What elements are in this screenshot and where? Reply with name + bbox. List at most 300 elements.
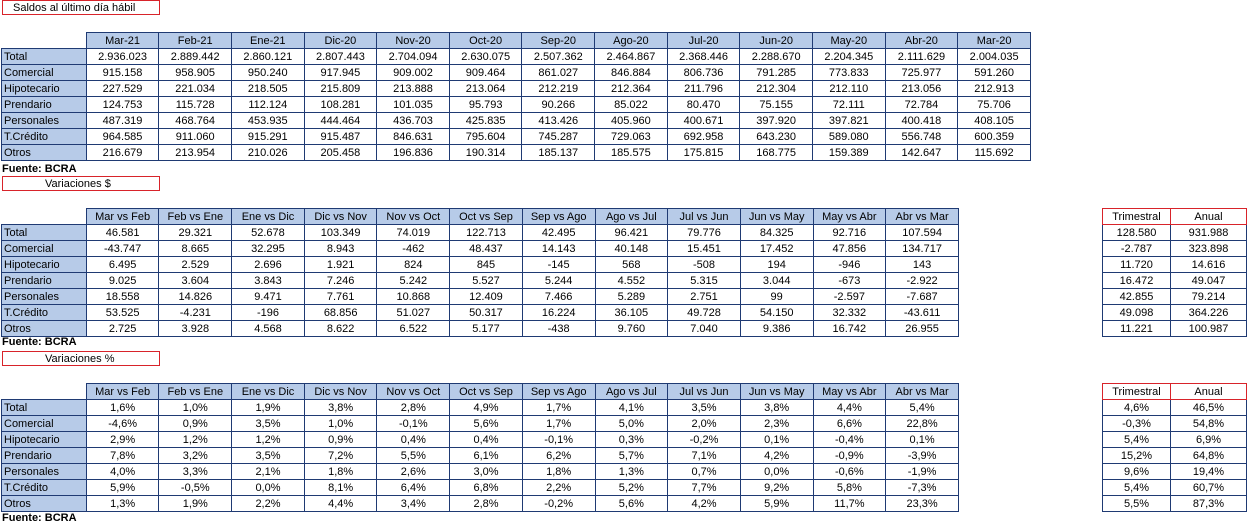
- section1-title: Saldos al último día hábil: [2, 0, 160, 15]
- table-cell: 0,1%: [886, 432, 959, 448]
- table-cell: 0,0%: [232, 480, 305, 496]
- table-cell: 2.704.094: [377, 49, 450, 65]
- table-cell: 1,0%: [304, 416, 377, 432]
- table-row: [2, 496, 959, 512]
- table-cell: -0,2%: [522, 496, 595, 512]
- summary-cell: 54,8%: [1171, 416, 1247, 432]
- table-cell: 15.451: [668, 241, 741, 257]
- row-label: Hipotecario: [2, 81, 87, 97]
- column-header: Sep vs Ago: [522, 384, 595, 400]
- variaciones-porcentaje-table: [1, 383, 959, 512]
- table-row: [1103, 432, 1247, 448]
- column-header: Jun-20: [740, 33, 813, 49]
- summary-header: Trimestral: [1103, 384, 1171, 400]
- column-header: Oct vs Sep: [450, 384, 523, 400]
- table-cell: 5,9%: [86, 480, 159, 496]
- table-cell: 3,3%: [159, 464, 232, 480]
- table-cell: -0,5%: [159, 480, 232, 496]
- table-row: [1103, 416, 1247, 432]
- table-cell: 861.027: [522, 65, 595, 81]
- column-header: Sep-20: [522, 33, 595, 49]
- table-cell: -462: [377, 241, 450, 257]
- table-row: [2, 448, 959, 464]
- table-cell: 212.110: [812, 81, 885, 97]
- table-cell: -3,9%: [886, 448, 959, 464]
- table-row: [1103, 273, 1247, 289]
- summary-cell: 364.226: [1171, 305, 1247, 321]
- corner-cell: [2, 384, 87, 400]
- summary-cell: 5,4%: [1103, 480, 1171, 496]
- summary-cell: 46,5%: [1171, 400, 1247, 416]
- table-cell: 2,8%: [377, 400, 450, 416]
- table-cell: 5,6%: [595, 496, 668, 512]
- row-label: Hipotecario: [2, 257, 87, 273]
- saldos-table: [1, 32, 1031, 161]
- table-cell: 103.349: [304, 225, 377, 241]
- table-cell: 8,1%: [304, 480, 377, 496]
- table-cell: 1,8%: [522, 464, 595, 480]
- table-row: [2, 480, 959, 496]
- table-cell: 3,4%: [377, 496, 450, 512]
- table-cell: 12.409: [450, 289, 523, 305]
- table-cell: 824: [377, 257, 450, 273]
- table-row: [2, 305, 959, 321]
- table-cell: 196.836: [377, 145, 450, 161]
- row-label: Hipotecario: [2, 432, 87, 448]
- table-cell: 591.260: [958, 65, 1031, 81]
- table-row: [2, 289, 959, 305]
- table-cell: -2.922: [886, 273, 959, 289]
- table-cell: 0,3%: [595, 432, 668, 448]
- table-cell: 5,9%: [740, 496, 813, 512]
- table-cell: 5,8%: [813, 480, 886, 496]
- table-cell: 159.389: [812, 145, 885, 161]
- column-header: Dic-20: [304, 33, 377, 49]
- table-cell: 7,2%: [304, 448, 377, 464]
- table-cell: 115.692: [958, 145, 1031, 161]
- column-header: Jun vs May: [740, 384, 813, 400]
- table-cell: 185.137: [522, 145, 595, 161]
- table-cell: 3,8%: [304, 400, 377, 416]
- table-cell: 2.111.629: [885, 49, 958, 65]
- table-cell: 4.568: [232, 321, 305, 337]
- table-cell: 53.525: [86, 305, 159, 321]
- column-header: Ene-21: [231, 33, 304, 49]
- table-cell: 32.332: [813, 305, 886, 321]
- table-cell: 846.884: [595, 65, 668, 81]
- table-cell: 5,6%: [450, 416, 523, 432]
- summary-cell: 5,4%: [1103, 432, 1171, 448]
- table-cell: 400.671: [667, 113, 740, 129]
- table-row: [2, 464, 959, 480]
- table-cell: -438: [522, 321, 595, 337]
- summary-header: Trimestral: [1103, 209, 1171, 225]
- column-header: Abr vs Mar: [886, 384, 959, 400]
- table-cell: -145: [522, 257, 595, 273]
- table-row: [2, 49, 1031, 65]
- table-cell: 0,4%: [377, 432, 450, 448]
- table-cell: 7.761: [304, 289, 377, 305]
- table-cell: 211.796: [667, 81, 740, 97]
- summary-cell: 16.472: [1103, 273, 1171, 289]
- table-cell: 436.703: [377, 113, 450, 129]
- summary-cell: 79.214: [1171, 289, 1247, 305]
- table-cell: 6,8%: [450, 480, 523, 496]
- table-cell: 3.604: [159, 273, 232, 289]
- table-cell: 221.034: [159, 81, 232, 97]
- table-cell: 7,7%: [668, 480, 741, 496]
- table-cell: 51.027: [377, 305, 450, 321]
- table-row: [2, 321, 959, 337]
- table-cell: 190.314: [449, 145, 522, 161]
- column-header: Mar vs Feb: [86, 384, 159, 400]
- table-row: [2, 225, 959, 241]
- table-cell: 2.751: [668, 289, 741, 305]
- table-cell: 397.920: [740, 113, 813, 129]
- table-cell: 3,5%: [232, 448, 305, 464]
- table-cell: -7.687: [886, 289, 959, 305]
- table-cell: 16.224: [522, 305, 595, 321]
- table-cell: 50.317: [450, 305, 523, 321]
- table-cell: 14.143: [522, 241, 595, 257]
- table-row: [1103, 241, 1247, 257]
- table-cell: 1,0%: [159, 400, 232, 416]
- table-cell: 72.111: [812, 97, 885, 113]
- table-row: [2, 113, 1031, 129]
- table-row: [1103, 400, 1247, 416]
- column-header: Mar-20: [958, 33, 1031, 49]
- variaciones-pesos-summary-table: [1102, 208, 1247, 337]
- table-cell: 2,3%: [740, 416, 813, 432]
- section2-source: Fuente: BCRA: [2, 336, 77, 348]
- table-cell: 5,4%: [886, 400, 959, 416]
- summary-cell: 11.720: [1103, 257, 1171, 273]
- table-cell: 10.868: [377, 289, 450, 305]
- variaciones-pesos-table: [1, 208, 959, 337]
- table-cell: 556.748: [885, 129, 958, 145]
- table-cell: 4.552: [595, 273, 668, 289]
- table-cell: 32.295: [232, 241, 305, 257]
- table-cell: 1,7%: [522, 400, 595, 416]
- table-cell: 2.807.443: [304, 49, 377, 65]
- table-row: [2, 400, 959, 416]
- row-label: Total: [2, 400, 87, 416]
- table-cell: 1,2%: [159, 432, 232, 448]
- table-cell: 134.717: [886, 241, 959, 257]
- table-cell: 3,8%: [740, 400, 813, 416]
- table-cell: 80.470: [667, 97, 740, 113]
- table-cell: 185.575: [595, 145, 668, 161]
- table-row: [1103, 305, 1247, 321]
- table-cell: 85.022: [595, 97, 668, 113]
- table-cell: -2.597: [813, 289, 886, 305]
- table-cell: 213.056: [885, 81, 958, 97]
- summary-cell: 6,9%: [1171, 432, 1247, 448]
- summary-cell: 14.616: [1171, 257, 1247, 273]
- table-cell: -673: [813, 273, 886, 289]
- table-cell: 950.240: [231, 65, 304, 81]
- summary-cell: 42.855: [1103, 289, 1171, 305]
- table-cell: -43.611: [886, 305, 959, 321]
- table-cell: 2.860.121: [231, 49, 304, 65]
- table-cell: 49.728: [668, 305, 741, 321]
- table-cell: 213.064: [449, 81, 522, 97]
- table-cell: 3,0%: [450, 464, 523, 480]
- table-cell: 115.728: [159, 97, 232, 113]
- table-row: [1103, 289, 1247, 305]
- row-label: Otros: [2, 321, 87, 337]
- column-header: Nov vs Oct: [377, 384, 450, 400]
- table-cell: 2,2%: [232, 496, 305, 512]
- column-header: May-20: [812, 33, 885, 49]
- table-cell: 4,4%: [304, 496, 377, 512]
- table-cell: 11,7%: [813, 496, 886, 512]
- table-cell: 108.281: [304, 97, 377, 113]
- table-row: [2, 432, 959, 448]
- table-cell: 90.266: [522, 97, 595, 113]
- table-cell: 4,2%: [740, 448, 813, 464]
- table-cell: -946: [813, 257, 886, 273]
- column-header: Feb vs Ene: [159, 384, 232, 400]
- table-cell: -0,1%: [377, 416, 450, 432]
- table-cell: 194: [740, 257, 813, 273]
- table-cell: 40.148: [595, 241, 668, 257]
- table-cell: 0,0%: [740, 464, 813, 480]
- table-cell: 72.784: [885, 97, 958, 113]
- table-cell: 2.889.442: [159, 49, 232, 65]
- variaciones-porcentaje-summary-table: [1102, 383, 1247, 512]
- table-cell: 3.044: [740, 273, 813, 289]
- table-cell: 745.287: [522, 129, 595, 145]
- table-cell: 7.040: [668, 321, 741, 337]
- table-cell: 6,2%: [522, 448, 595, 464]
- summary-cell: 49.098: [1103, 305, 1171, 321]
- table-cell: 915.487: [304, 129, 377, 145]
- table-cell: 8.665: [159, 241, 232, 257]
- table-cell: 18.558: [86, 289, 159, 305]
- row-label: Prendario: [2, 273, 87, 289]
- table-cell: 216.679: [86, 145, 159, 161]
- summary-cell: 87,3%: [1171, 496, 1247, 512]
- table-cell: 2.288.670: [740, 49, 813, 65]
- table-cell: 915.291: [231, 129, 304, 145]
- row-label: Total: [2, 49, 87, 65]
- table-cell: 806.736: [667, 65, 740, 81]
- summary-cell: 4,6%: [1103, 400, 1171, 416]
- table-cell: 1,3%: [595, 464, 668, 480]
- table-cell: 444.464: [304, 113, 377, 129]
- table-cell: 1,3%: [86, 496, 159, 512]
- table-cell: 74.019: [377, 225, 450, 241]
- summary-cell: 11.221: [1103, 321, 1171, 337]
- table-cell: 7,8%: [86, 448, 159, 464]
- table-cell: 6,4%: [377, 480, 450, 496]
- table-cell: -1,9%: [886, 464, 959, 480]
- section3-title: Variaciones %: [2, 351, 160, 366]
- table-cell: 2.725: [86, 321, 159, 337]
- table-cell: 54.150: [740, 305, 813, 321]
- table-cell: 600.359: [958, 129, 1031, 145]
- row-label: Personales: [2, 464, 87, 480]
- table-cell: 425.835: [449, 113, 522, 129]
- table-cell: 175.815: [667, 145, 740, 161]
- column-header: Nov-20: [377, 33, 450, 49]
- table-cell: 453.935: [231, 113, 304, 129]
- table-cell: 46.581: [86, 225, 159, 241]
- table-row: [1103, 496, 1247, 512]
- table-cell: 1,8%: [304, 464, 377, 480]
- column-header: Jul vs Jun: [668, 384, 741, 400]
- table-cell: 2,2%: [522, 480, 595, 496]
- table-row: [2, 65, 1031, 81]
- table-cell: 205.458: [304, 145, 377, 161]
- table-cell: 4,1%: [595, 400, 668, 416]
- row-label: Comercial: [2, 65, 87, 81]
- table-cell: 84.325: [740, 225, 813, 241]
- table-row: [2, 81, 1031, 97]
- table-cell: 5.242: [377, 273, 450, 289]
- table-cell: 5,5%: [377, 448, 450, 464]
- table-cell: 4,2%: [668, 496, 741, 512]
- table-cell: 1.921: [304, 257, 377, 273]
- section3-source: Fuente: BCRA: [2, 512, 77, 524]
- column-header: Nov vs Oct: [377, 209, 450, 225]
- column-header: Ago-20: [595, 33, 668, 49]
- table-cell: 2.368.446: [667, 49, 740, 65]
- summary-cell: 128.580: [1103, 225, 1171, 241]
- table-cell: 845: [450, 257, 523, 273]
- table-cell: 29.321: [159, 225, 232, 241]
- table-cell: 6.522: [377, 321, 450, 337]
- table-cell: 0,1%: [740, 432, 813, 448]
- table-cell: 16.742: [813, 321, 886, 337]
- table-cell: 846.631: [377, 129, 450, 145]
- column-header: Mar-21: [86, 33, 159, 49]
- column-header: Jul vs Jun: [668, 209, 741, 225]
- table-row: [1103, 480, 1247, 496]
- table-cell: 1,9%: [232, 400, 305, 416]
- column-header: Ene vs Dic: [232, 209, 305, 225]
- table-cell: 589.080: [812, 129, 885, 145]
- table-cell: 68.856: [304, 305, 377, 321]
- column-header: Oct-20: [449, 33, 522, 49]
- table-cell: 2.004.035: [958, 49, 1031, 65]
- table-cell: 212.364: [595, 81, 668, 97]
- table-cell: 7,1%: [668, 448, 741, 464]
- table-cell: 1,6%: [86, 400, 159, 416]
- table-cell: 643.230: [740, 129, 813, 145]
- table-cell: 2,6%: [377, 464, 450, 480]
- row-label: Comercial: [2, 241, 87, 257]
- table-row: [2, 145, 1031, 161]
- table-cell: 9.025: [86, 273, 159, 289]
- table-cell: -7,3%: [886, 480, 959, 496]
- table-cell: 0,7%: [668, 464, 741, 480]
- table-cell: 101.035: [377, 97, 450, 113]
- table-cell: 22,8%: [886, 416, 959, 432]
- table-cell: -0,4%: [813, 432, 886, 448]
- table-cell: 2.696: [232, 257, 305, 273]
- table-row: [1103, 321, 1247, 337]
- table-cell: 2,9%: [86, 432, 159, 448]
- table-cell: 92.716: [813, 225, 886, 241]
- table-cell: 3,5%: [232, 416, 305, 432]
- table-cell: 2.464.867: [595, 49, 668, 65]
- table-cell: 9.386: [740, 321, 813, 337]
- column-header: Ene vs Dic: [232, 384, 305, 400]
- section1-source: Fuente: BCRA: [2, 163, 77, 175]
- row-label: Prendario: [2, 448, 87, 464]
- table-cell: -0,2%: [668, 432, 741, 448]
- summary-cell: 100.987: [1171, 321, 1247, 337]
- table-cell: 14.826: [159, 289, 232, 305]
- summary-cell: 49.047: [1171, 273, 1247, 289]
- table-cell: 7.246: [304, 273, 377, 289]
- table-cell: 3,2%: [159, 448, 232, 464]
- table-cell: 52.678: [232, 225, 305, 241]
- corner-cell: [2, 33, 87, 49]
- table-cell: 42.495: [522, 225, 595, 241]
- summary-cell: 19,4%: [1171, 464, 1247, 480]
- column-header: Feb vs Ene: [159, 209, 232, 225]
- column-header: Sep vs Ago: [522, 209, 595, 225]
- table-row: [1103, 225, 1247, 241]
- table-cell: 2,8%: [450, 496, 523, 512]
- table-cell: 487.319: [86, 113, 159, 129]
- table-cell: 397.821: [812, 113, 885, 129]
- table-cell: 468.764: [159, 113, 232, 129]
- table-row: [2, 241, 959, 257]
- table-row: [2, 416, 959, 432]
- table-cell: 48.437: [450, 241, 523, 257]
- row-label: T.Crédito: [2, 480, 87, 496]
- column-header: Feb-21: [159, 33, 232, 49]
- table-cell: 4,9%: [450, 400, 523, 416]
- table-cell: -0,6%: [813, 464, 886, 480]
- table-cell: 917.945: [304, 65, 377, 81]
- table-cell: 75.706: [958, 97, 1031, 113]
- table-cell: 3.928: [159, 321, 232, 337]
- summary-cell: 9,6%: [1103, 464, 1171, 480]
- table-cell: 2,1%: [232, 464, 305, 480]
- table-cell: 5,7%: [595, 448, 668, 464]
- table-cell: 218.505: [231, 81, 304, 97]
- table-cell: 17.452: [740, 241, 813, 257]
- table-cell: 5.289: [595, 289, 668, 305]
- summary-cell: 931.988: [1171, 225, 1247, 241]
- table-cell: 112.124: [231, 97, 304, 113]
- table-cell: 6,1%: [450, 448, 523, 464]
- table-cell: 213.888: [377, 81, 450, 97]
- table-cell: 26.955: [886, 321, 959, 337]
- table-cell: -0,9%: [813, 448, 886, 464]
- table-cell: 729.063: [595, 129, 668, 145]
- row-label: Personales: [2, 113, 87, 129]
- summary-cell: -0,3%: [1103, 416, 1171, 432]
- table-cell: 95.793: [449, 97, 522, 113]
- column-header: Dic vs Nov: [304, 209, 377, 225]
- table-cell: 124.753: [86, 97, 159, 113]
- table-cell: 9.760: [595, 321, 668, 337]
- table-cell: 168.775: [740, 145, 813, 161]
- row-label: T.Crédito: [2, 305, 87, 321]
- table-cell: 9.471: [232, 289, 305, 305]
- table-row: [2, 97, 1031, 113]
- table-cell: 909.002: [377, 65, 450, 81]
- table-cell: 143: [886, 257, 959, 273]
- table-cell: 3.843: [232, 273, 305, 289]
- summary-cell: 323.898: [1171, 241, 1247, 257]
